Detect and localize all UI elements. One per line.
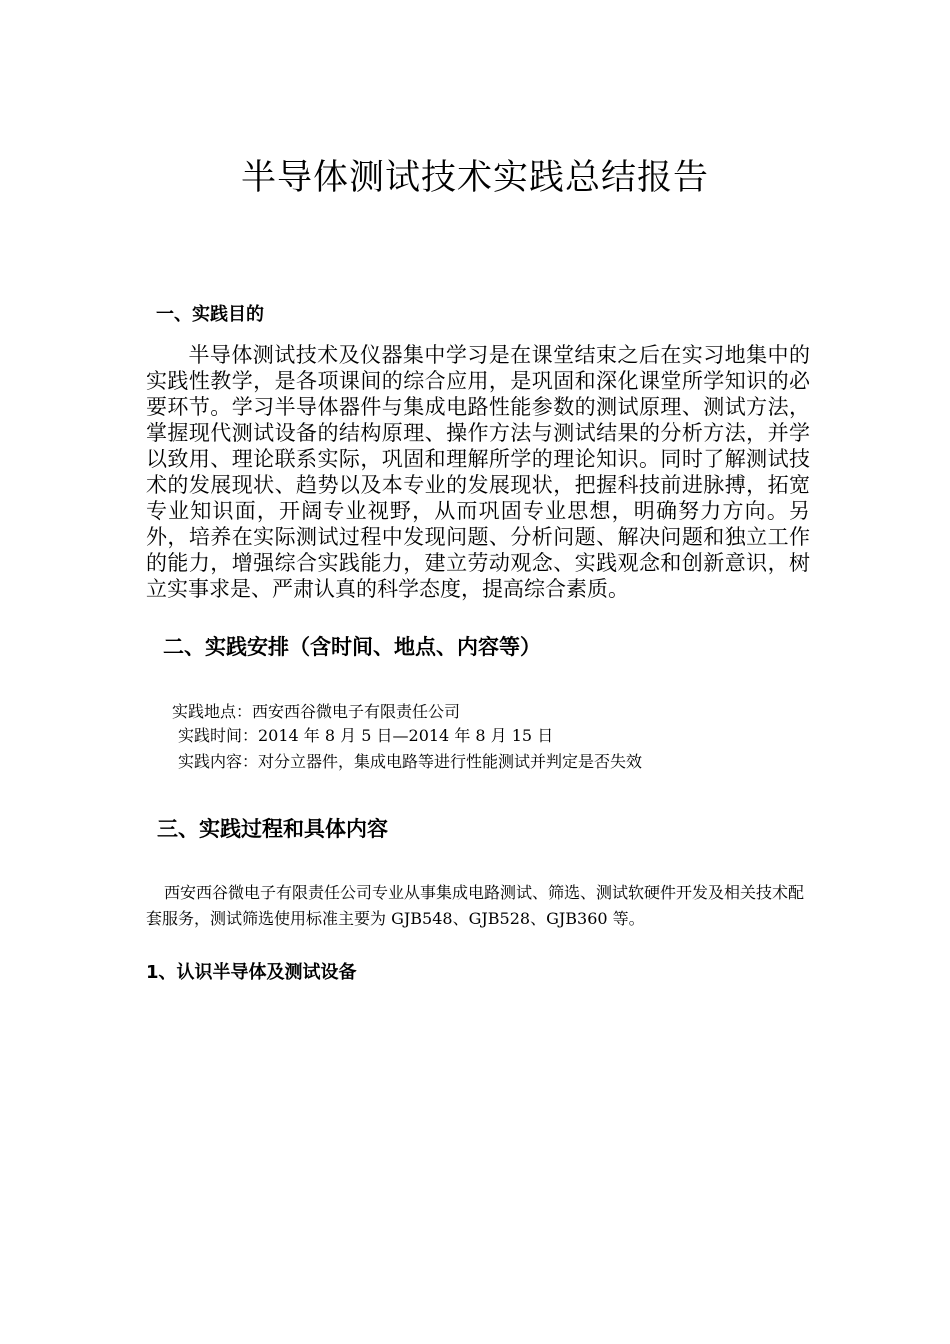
section2-heading: 二、实践安排（含时间、地点、内容等） (163, 635, 541, 659)
section3-body (146, 880, 810, 932)
practice-location: 实践地点：西安西谷微电子有限责任公司 (172, 702, 461, 721)
practice-time: 实践时间：2014 年 8 月 5 日—2014 年 8 月 15 日 (178, 726, 554, 745)
section1-heading: 一、实践目的 (156, 304, 264, 325)
section3-body-text: 西安西谷微电子有限责任公司专业从事集成电路测试、筛选、测试软硬件开发及相关技术配套服务，测试筛选使用标准主要为 GJB548、GJB528、GJB360 等。 (146, 883, 805, 928)
practice-content: 实践内容：对分立器件，集成电路等进行性能测试并判定是否失效 (178, 752, 643, 771)
section1-body-text: 半导体测试技术及仪器集中学习是在课堂结束之后在实习地集中的实践性教学，是各项课间的综合应用，是巩固和深化课堂所学知识的必要环节。学习半导体器件与集成电路性能参数的测试原理、测试方法，掌握现代测试设备的结构原理、操作方法与测试结果的分析方法，并学以致用、理论联系实际，巩固和理解所学的理论知识。同时了解测试技术的发展现状、趋势以及本专业的发展现状，把握科技前进脉搏，拓宽专业知识面，开阔专业视野，从而巩固专业思想，明确努力方向。另外，培养在实际测试过程中发现问题、分析问题、解决问题和独立工作的能力，增强综合实践能力，建立劳动观念、实践观念和创新意识，树立实事求是、严肃认真的科学态度，提高综合素质。 (146, 343, 810, 601)
document-title: 半导体测试技术实践总结报告 (240, 158, 709, 198)
section3-heading: 三、实践过程和具体内容 (157, 817, 388, 841)
section1-body (146, 342, 810, 602)
subsection1-heading: 1、认识半导体及测试设备 (146, 962, 357, 983)
